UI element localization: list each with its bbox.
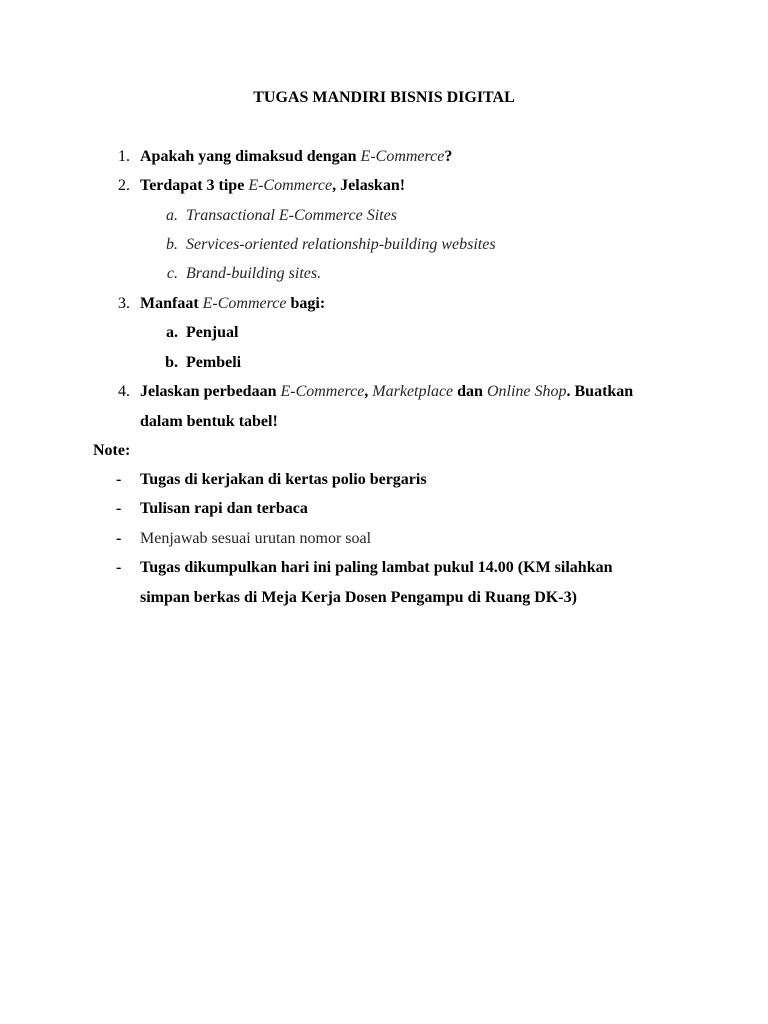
- text-part: Apakah yang dimaksud dengan: [140, 148, 361, 165]
- emphasis-text: Marketplace: [372, 383, 454, 400]
- emphasis-text: E-Commerce: [248, 177, 333, 194]
- text-part: ?: [444, 148, 453, 165]
- sub-item-marker: b.: [166, 236, 178, 253]
- note-text: Menjawab sesuai urutan nomor soal: [140, 530, 372, 547]
- sub-item-text: Pembeli: [186, 354, 242, 371]
- text-part: , Jelaskan!: [332, 177, 406, 194]
- text-part: ,: [364, 383, 373, 400]
- question-number: 1.: [118, 148, 130, 165]
- question-text: [140, 382, 633, 402]
- note-text: Tugas di kerjakan di kertas polio bergaris: [140, 471, 427, 488]
- question-text: [140, 294, 325, 314]
- note-continuation: simpan berkas di Meja Kerja Dosen Pengampu di Ruang DK-3): [140, 589, 577, 606]
- note-label: Note:: [93, 442, 131, 459]
- emphasis-text: Online Shop: [486, 383, 567, 400]
- sub-item-text: Penjual: [186, 324, 239, 341]
- text-part: bagi:: [286, 295, 326, 312]
- sub-item-marker: a.: [166, 324, 178, 341]
- note-bullet: -: [116, 559, 122, 576]
- sub-item-marker: c.: [166, 265, 178, 282]
- question-number: 4.: [118, 383, 130, 400]
- question-number: 2.: [118, 177, 130, 194]
- emphasis-text: E-Commerce: [360, 148, 445, 165]
- sub-item-text: Services-oriented relationship-building websites: [186, 236, 496, 253]
- question-4-continuation: dalam bentuk tabel!: [140, 413, 278, 430]
- sub-item-marker: a.: [166, 207, 178, 224]
- text-part: Jelaskan perbedaan: [140, 383, 281, 400]
- note-bullet: -: [116, 530, 122, 547]
- note-bullet: -: [116, 500, 122, 517]
- text-part: dan: [453, 383, 487, 400]
- text-part: Manfaat: [140, 295, 203, 312]
- sub-item-text: Brand-building sites.: [186, 265, 322, 282]
- question-text: [140, 147, 452, 167]
- text-part: . Buatkan: [566, 383, 634, 400]
- text-part: Terdapat 3 tipe: [140, 177, 249, 194]
- sub-item-marker: b.: [165, 354, 178, 371]
- note-text: Tugas dikumpulkan hari ini paling lambat pukul 14.00 (KM silahkan: [140, 559, 613, 576]
- note-text: Tulisan rapi dan terbaca: [140, 500, 308, 517]
- emphasis-text: E-Commerce: [202, 295, 287, 312]
- document-title: TUGAS MANDIRI BISNIS DIGITAL: [253, 89, 515, 106]
- question-number: 3.: [118, 295, 130, 312]
- note-bullet: -: [116, 471, 122, 488]
- sub-item-text: Transactional E-Commerce Sites: [186, 207, 397, 224]
- emphasis-text: E-Commerce: [280, 383, 365, 400]
- question-text: [140, 176, 405, 196]
